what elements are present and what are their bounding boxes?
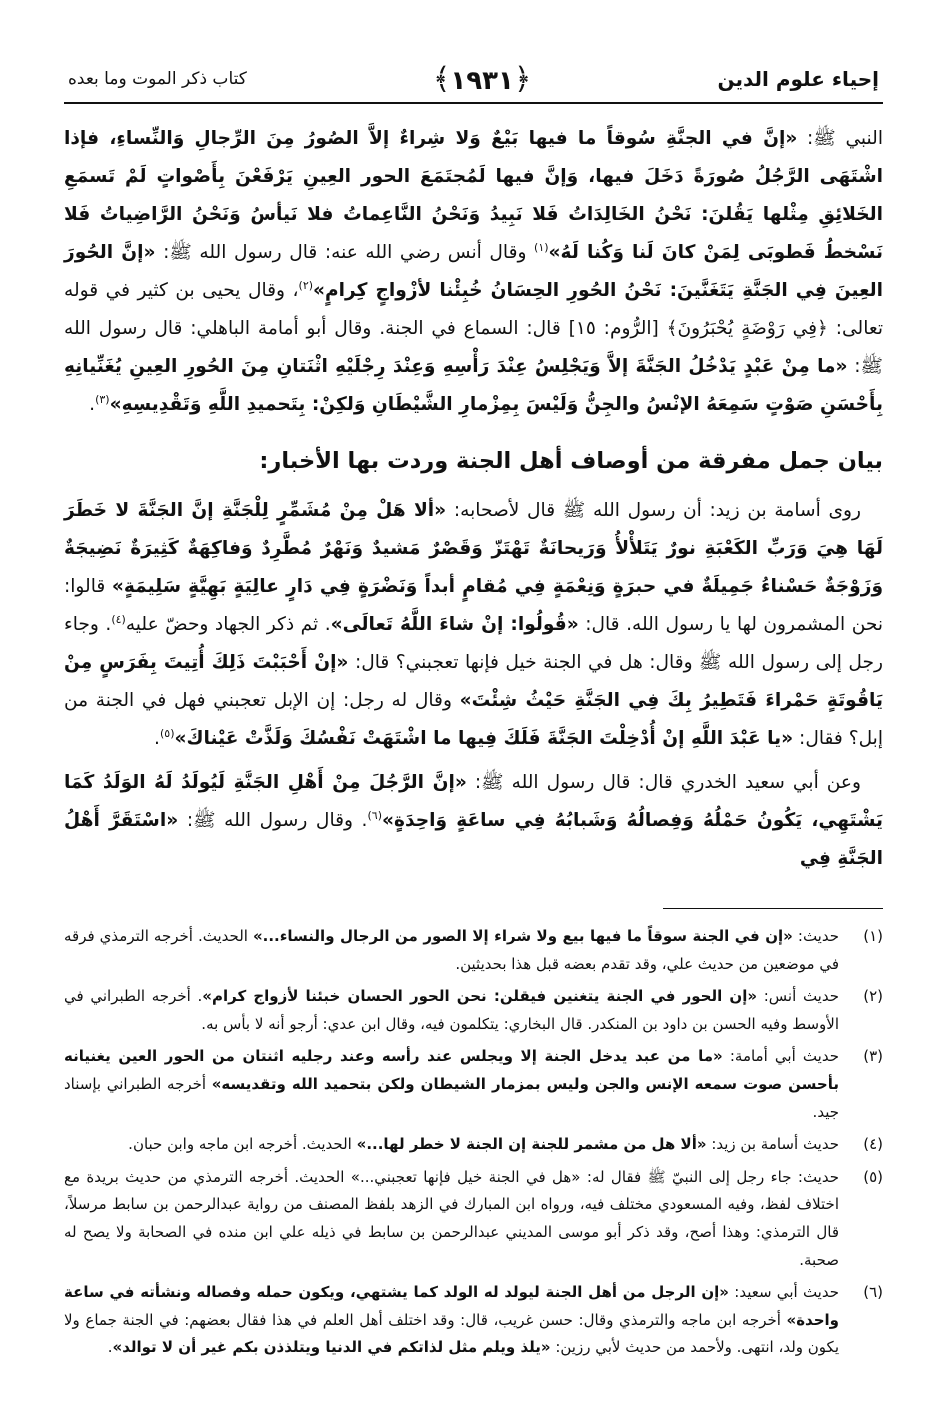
hadith-text: «إنَّ في الجنَّةِ سُوقاً ما فيها بَيْعٌ وَلا شِراءٌ إلاَّ الصُورُ مِنَ الرِّجالِ وَالنِّساءِ، فإذا اشْتَهَى الرَّجُلُ صُورَةً دَخَلَ فيها، وَإنَّ فيها لَمُجتَمَعَ الحور العِينِ يَرْفَعْنَ بِأَصْواتٍ لَمْ تَسمَعِ الخَلائِقِ مِثْلها يَقُلنَ: نَحْنُ الخَالِدَاتُ فَلا نَبِيدُ وَنَحْنُ النَّاعِماتُ فلا نَيأسُ وَنَحْنُ الرَّاضِياتُ فَلا نَسْخطُ فَطوبَى لِمَنْ كانَ لَنا وَكُنا لَهُ»: [64, 128, 883, 263]
body-text-run: قالوا: نحن المشمرون لها يا رسول الله. قال:: [64, 576, 884, 635]
body-text-run: ، وقال يحيى بن كثير في قوله تعالى: ﴿فِي رَوْضَةٍ يُحْبَرُونَ﴾ [الرُّوم: ١٥] قال: السماع في الجنة. وقال أبو أمامة الباهلي: قال رسول الله ﷺ:: [64, 280, 884, 377]
footnote-run: «إن الحور في الجنة يتغنين فيقلن: نحن الحور الحسان خبئنا لأزواج كرام»: [202, 987, 758, 1006]
paragraph-1: [64, 120, 883, 424]
footnote-ref: (٥): [159, 726, 175, 740]
main-text: [64, 120, 883, 878]
footnote-ref: (٦): [367, 808, 382, 822]
hadith-text: «يا عَبْدَ اللَّهِ إنْ أُدْخِلْتَ الجَنَّةَ فَلَكَ فِيها ما اشْتَهَتْ نَفْسُكَ وَلَذَّتْ عَيْناكَ»: [174, 728, 794, 749]
footnote-run: حديث أبي سعيد:: [728, 1283, 839, 1302]
footnote: [64, 983, 883, 1038]
footnote-text: [64, 1043, 839, 1126]
paragraph-3: [64, 764, 883, 878]
footnote-run: .: [107, 1338, 113, 1357]
section-heading: بيان جمل مفرقة من أوصاف أهل الجنة وردت بها الأخبار:: [259, 448, 883, 474]
chapter-title: كتاب ذكر الموت وما بعده: [68, 69, 247, 89]
page-number: ١٩٣١: [450, 65, 514, 96]
footnote-run: «هل في الجنة خيل فإنها تعجبني...»: [350, 1167, 581, 1186]
book-title: إحياء علوم الدين: [717, 67, 879, 91]
footnote-run: حديث أسامة بن زيد:: [706, 1135, 839, 1154]
page-header: [64, 58, 883, 104]
footnote-separator: [663, 908, 883, 909]
footnote-run: الحديث. أخرجه الترمذي من حديث بريدة مع اختلاف لفظ، وفيه المسعودي مختلف فيه، ورواه ابن المبارك في الزهد بلفظ المصنف من رواية عبدالرحمن بن سابط مرسلاً، قال الترمذي: وهذا أصح، وقد ذكر أبو موسى المديني عبدالرحمن بن سابط في ذيله علي ابن منده في الصحابة ولا يصح له صحبة.: [64, 1167, 839, 1269]
footnote: [64, 1131, 883, 1159]
footnote-ref: (٣): [95, 392, 110, 406]
footnote-text: [64, 983, 839, 1038]
hadith-text: «ألا هَلْ مِنْ مُشَمِّرٍ لِلْجَنَّةِ إنَّ الجَنَّةَ لا خَطَرَ لَهَا هِيَ وَرَبِّ الكَعْبَةِ نورٌ يَتَلأْلأُ وَرَيحانَةٌ تَهْتَزّ وَقَصْرٌ مَشيدٌ وَنَهْرٌ مُطَّرِدٌ وَفاكِهَةٌ كَثِيرَةٌ نَضِيجَةٌ وَزَوْجَةٌ حَسْناءُ جَمِيلَةٌ في حبرَةٍ وَنِعْمَةٍ فِي مُقامٍ أبداً وَنَضْرَةٍ فِي دَارٍ عالِيَةٍ بَهِيَّةٍ سَلِيمَةٍ»: [64, 500, 883, 597]
left-ornament-icon: ﴿: [513, 61, 532, 97]
footnote-run: أخرجه ابن ماجه والترمذي وقال: حسن غريب، قال: وقد اختلف أهل العلم في هذا فقال بعضهم: في الجنة جماع ولا يكون ولد، انتهى. ولأحمد من حديث لأبي رزين:: [64, 1310, 839, 1357]
footnote-ref: (٢): [298, 278, 314, 292]
footnote-run: «إن الرجل من أهل الجنة ليولد له الولد كما يشتهي، ويكون حمله وفصاله ونشأته في ساعة واحدة»: [64, 1283, 839, 1329]
body-text-run: .: [89, 394, 96, 415]
hadith-text: «إنْ أَحْبَبْتَ ذَلِكَ أُتِيتَ بِفَرَسٍ مِنْ يَاقُوتَةٍ حَمْراءَ فَتَطِيرُ بِكَ فِي الجَنَّةِ حَيْثُ شِئْتَ»: [64, 652, 883, 711]
footnote-number: (٣): [863, 1047, 883, 1066]
hadith-text: «قُولُوا: إنْ شاءَ اللَّهُ تَعالَى»: [330, 614, 579, 635]
footnote-run: «ألا هل من مشمر للجنة إن الجنة لا خطر لها...»: [356, 1135, 707, 1154]
footnotes: [64, 923, 883, 1362]
footnote-run: حديث:: [792, 927, 839, 945]
footnote-run: . أخرجه الطبراني في الأوسط وفيه الحسن بن داود بن المنكدر. قال البخاري: يتكلمون فيه، وقال ابن عدي: أرجو أنه لا بأس به.: [64, 987, 839, 1033]
footnote-text: [64, 923, 839, 978]
footnote: [64, 1279, 883, 1362]
footnote-run: «ما من عبد يدخل الجنة إلا ويجلس عند رأسه وعند رجليه اثنتان من الحور العين يغنيانه بأحسن صوت سمعه الإنس والجن وليس بمزمار الشيطان ولكن بتحميد الله وتقديسه»: [64, 1047, 839, 1093]
footnote-run: «يلذ ويلم مثل لذاتكم في الدنيا ويتلذذن بكم غير أن لا توالد»: [112, 1338, 551, 1357]
footnote-number: (١): [863, 927, 883, 945]
footnote: [64, 923, 883, 978]
footnote-run: حديث أبي أمامة:: [722, 1047, 839, 1066]
hadith-text: «إنَّ الحُورَ العِينَ فِي الجَنَّةِ يَتَغَنَّينَ: نَحْنُ الحُورِ الحِسَانُ خُبِئْنا لأزْواجٍ كِرامٍ»: [64, 242, 883, 301]
body-text-run: . وقال رسول الله ﷺ:: [178, 810, 368, 831]
footnote: [64, 1043, 883, 1126]
body-text-run: . وجاء رجل إلى رسول الله ﷺ وقال: هل في الجنة خيل فإنها تعجبني؟ قال:: [64, 614, 883, 673]
hadith-text: «إنَّ الرَّجُلَ مِنْ أَهْلِ الجَنَّةِ لَيُولَدُ لَهُ الوَلَدُ كَمَا يَشْتَهِي، يَكُونُ حَمْلُهُ وَفِصالُهُ وَشَبابُهُ فِي ساعَةٍ وَاحِدَةٍ»: [64, 772, 883, 831]
body-text-run: النبي ﷺ:: [797, 128, 883, 149]
page-number-wrap: [433, 62, 532, 97]
footnote-run: أخرجه الطبراني بإسناد جيد.: [64, 1074, 839, 1121]
body-text-run: وعن أبي سعيد الخدري قال: قال رسول الله ﷺ:: [466, 772, 861, 793]
footnote-run: حديث أنس:: [757, 987, 840, 1006]
body-text-run: روى أسامة بن زيد: أن رسول الله ﷺ قال لأصحابه:: [446, 500, 861, 521]
footnote-run: الحديث. أخرجه ابن ماجه وابن حبان.: [128, 1135, 357, 1154]
paragraph-2: [64, 492, 883, 758]
footnote-text: [64, 1164, 839, 1274]
body-text-run: وقال له رجل: إن الإبل تعجبني فهل في الجنة من إبل؟ فقال:: [64, 690, 883, 749]
footnote-text: [64, 1279, 839, 1362]
hadith-text: «ما مِنْ عَبْدٍ يَدْخُلُ الجَنَّةَ إلاَّ وَيَجْلِسُ عِنْدَ رَأْسِهِ وَعِنْدَ رِجْلَيْهِ اثْنَتانِ مِنَ الحُورِ العِينِ يُغَنِّيانِهِ بِأَحْسَنِ صَوْتٍ سَمِعَهُ الإنْسُ والجِنُّ وَلَيْسَ بِمِزْمارِ الشَّيْطَانِ وَلكِنْ: بِتَحميدِ اللَّهِ وَتَقْدِيسِهِ»: [64, 356, 883, 415]
footnote-number: (٢): [863, 987, 883, 1006]
footnote-ref: (٤): [111, 612, 126, 626]
footnote-ref: (١): [534, 240, 549, 254]
footnote: [64, 1164, 883, 1274]
footnote-run: الحديث. أخرجه الترمذي فرقه في موضعين من حديث علي، وقد تقدم بعضه قبل هذا بحديثين.: [64, 927, 839, 973]
body-text-run: .: [154, 728, 160, 749]
right-ornament-icon: ﴾: [432, 61, 451, 97]
footnote-text: [64, 1131, 839, 1159]
hadith-text: «اسْتَقَرَّ أَهْلُ الجَنَّةِ فِي: [64, 810, 883, 869]
footnote-number: (٦): [863, 1283, 883, 1302]
footnote-run: «إن في الجنة سوقاً ما فيها بيع ولا شراء إلا الصور من الرجال والنساء...»: [252, 927, 793, 945]
footnote-run: حديث: جاء رجل إلى النبيّ ﷺ فقال له:: [580, 1167, 839, 1186]
footnote-number: (٥): [863, 1167, 883, 1186]
footnote-number: (٤): [863, 1135, 883, 1154]
body-text-run: . ثم ذكر الجهاد وحضّ عليه: [125, 614, 331, 635]
body-text-run: وقال أنس رضي الله عنه: قال رسول الله ﷺ:: [155, 242, 535, 263]
